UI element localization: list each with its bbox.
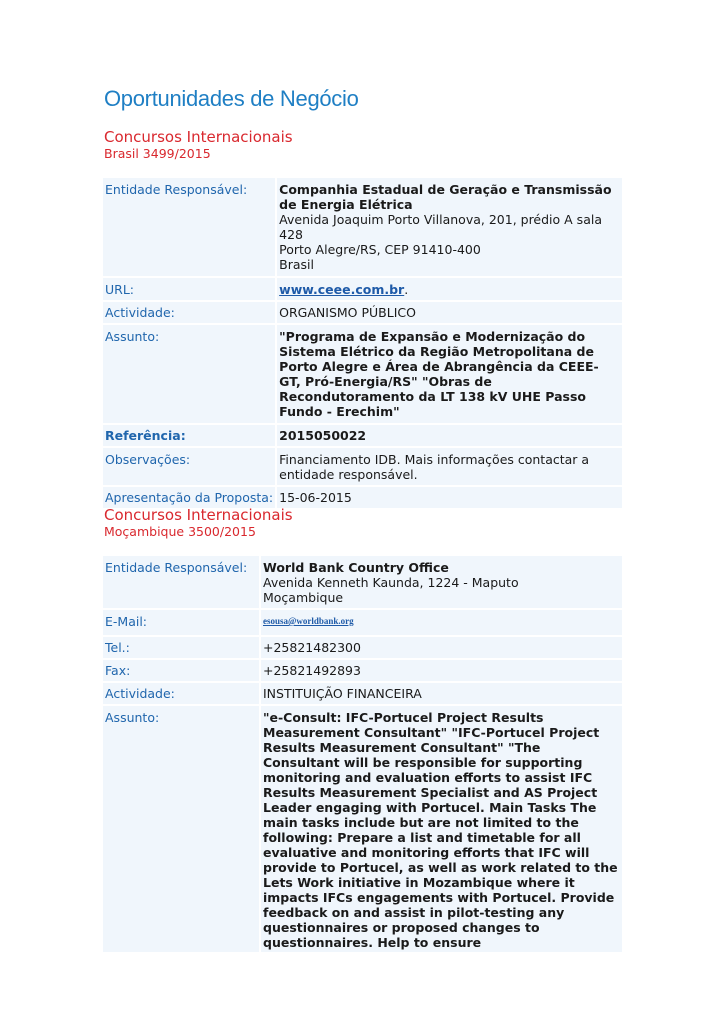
actividade-value: INSTITUIÇÃO FINANCEIRA <box>261 683 622 704</box>
referencia-value: 2015050022 <box>277 425 622 446</box>
assunto-label: Assunto: <box>103 325 275 423</box>
tender-details-table <box>101 176 624 510</box>
row-assunto <box>103 706 622 952</box>
email-label: E-Mail: <box>103 610 259 635</box>
row-actividade <box>103 302 622 323</box>
section-reference: Brasil 3499/2015 <box>104 146 211 161</box>
observacoes-value: Financiamento IDB. Mais informações contactar a entidade responsável. <box>277 448 622 485</box>
row-fax <box>103 660 622 681</box>
fax-label: Fax: <box>103 660 259 681</box>
apresentacao-value: 15-06-2015 <box>277 487 622 508</box>
actividade-label: Actividade: <box>103 683 259 704</box>
row-observacoes <box>103 448 622 485</box>
row-referencia <box>103 425 622 446</box>
entidade-label: Entidade Responsável: <box>103 178 275 276</box>
entity-website-link[interactable]: www.ceee.com.br <box>279 282 405 297</box>
page-title: Oportunidades de Negócio <box>104 86 359 111</box>
assunto-value: "Programa de Expansão e Modernização do Sistema Elétrico da Região Metropolitana de Porto Alegre e Área de Abrangência da CEEE-GT, Pró-Energia/RS" "Obras de Recondutoramento da LT 138 kV UHE Passo Fundo - Erechim" <box>277 325 622 423</box>
actividade-value: ORGANISMO PÚBLICO <box>277 302 622 323</box>
entidade-address-line: Moçambique <box>263 590 344 605</box>
url-suffix: . <box>404 282 409 297</box>
entidade-address-line: Porto Alegre/RS, CEP 91410-400 <box>279 242 481 257</box>
row-actividade <box>103 683 622 704</box>
row-apresentacao <box>103 487 622 508</box>
entidade-address-line: Avenida Joaquim Porto Villanova, 201, prédio A sala 428 <box>279 212 602 242</box>
row-url <box>103 278 622 300</box>
tel-value: +25821482300 <box>261 637 622 658</box>
row-assunto <box>103 325 622 423</box>
section-reference: Moçambique 3500/2015 <box>104 524 256 539</box>
observacoes-label: Observações: <box>103 448 275 485</box>
referencia-label: Referência: <box>103 425 275 446</box>
section-heading: Concursos Internacionais <box>104 128 293 146</box>
fax-value: +25821492893 <box>261 660 622 681</box>
tender-section-mocambique <box>101 506 624 954</box>
row-entidade <box>103 178 622 276</box>
tel-label: Tel.: <box>103 637 259 658</box>
entidade-name: World Bank Country Office <box>263 560 449 575</box>
entidade-address-line: Avenida Kenneth Kaunda, 1224 - Maputo <box>263 575 519 590</box>
assunto-value: "e-Consult: IFC-Portucel Project Results Measurement Consultant" "IFC-Portucel Project Results Measurement Consultant" "The Consultant will be responsible for supporting monitoring and evaluation efforts to assist IFC Results Measurement Specialist and AS Project Leader engaging with Portucel. Main Tasks The main tasks include but are not limited to the following: Prepare a list and timetable for all evaluative and monitoring efforts that IFC will provide to Portucel, as well as work related to the Lets Work initiative in Mozambique where it impacts IFCs engagements with Portucel. Provide feedback on and assist in pilot-testing any questionnaires or proposed changes to questionnaires. Help to ensure <box>261 706 622 952</box>
section-heading: Concursos Internacionais <box>104 506 293 524</box>
entidade-address-line: Brasil <box>279 257 314 272</box>
apresentacao-label: Apresentação da Proposta: <box>103 487 275 508</box>
assunto-label: Assunto: <box>103 706 259 952</box>
actividade-label: Actividade: <box>103 302 275 323</box>
row-entidade <box>103 556 622 608</box>
email-link[interactable]: esousa@worldbank.org <box>263 616 354 626</box>
row-email <box>103 610 622 635</box>
entidade-label: Entidade Responsável: <box>103 556 259 608</box>
url-label: URL: <box>103 278 275 300</box>
tender-details-table <box>101 554 624 954</box>
row-tel <box>103 637 622 658</box>
tender-section-brasil <box>101 128 624 510</box>
entidade-name: Companhia Estadual de Geração e Transmissão de Energia Elétrica <box>279 182 612 212</box>
